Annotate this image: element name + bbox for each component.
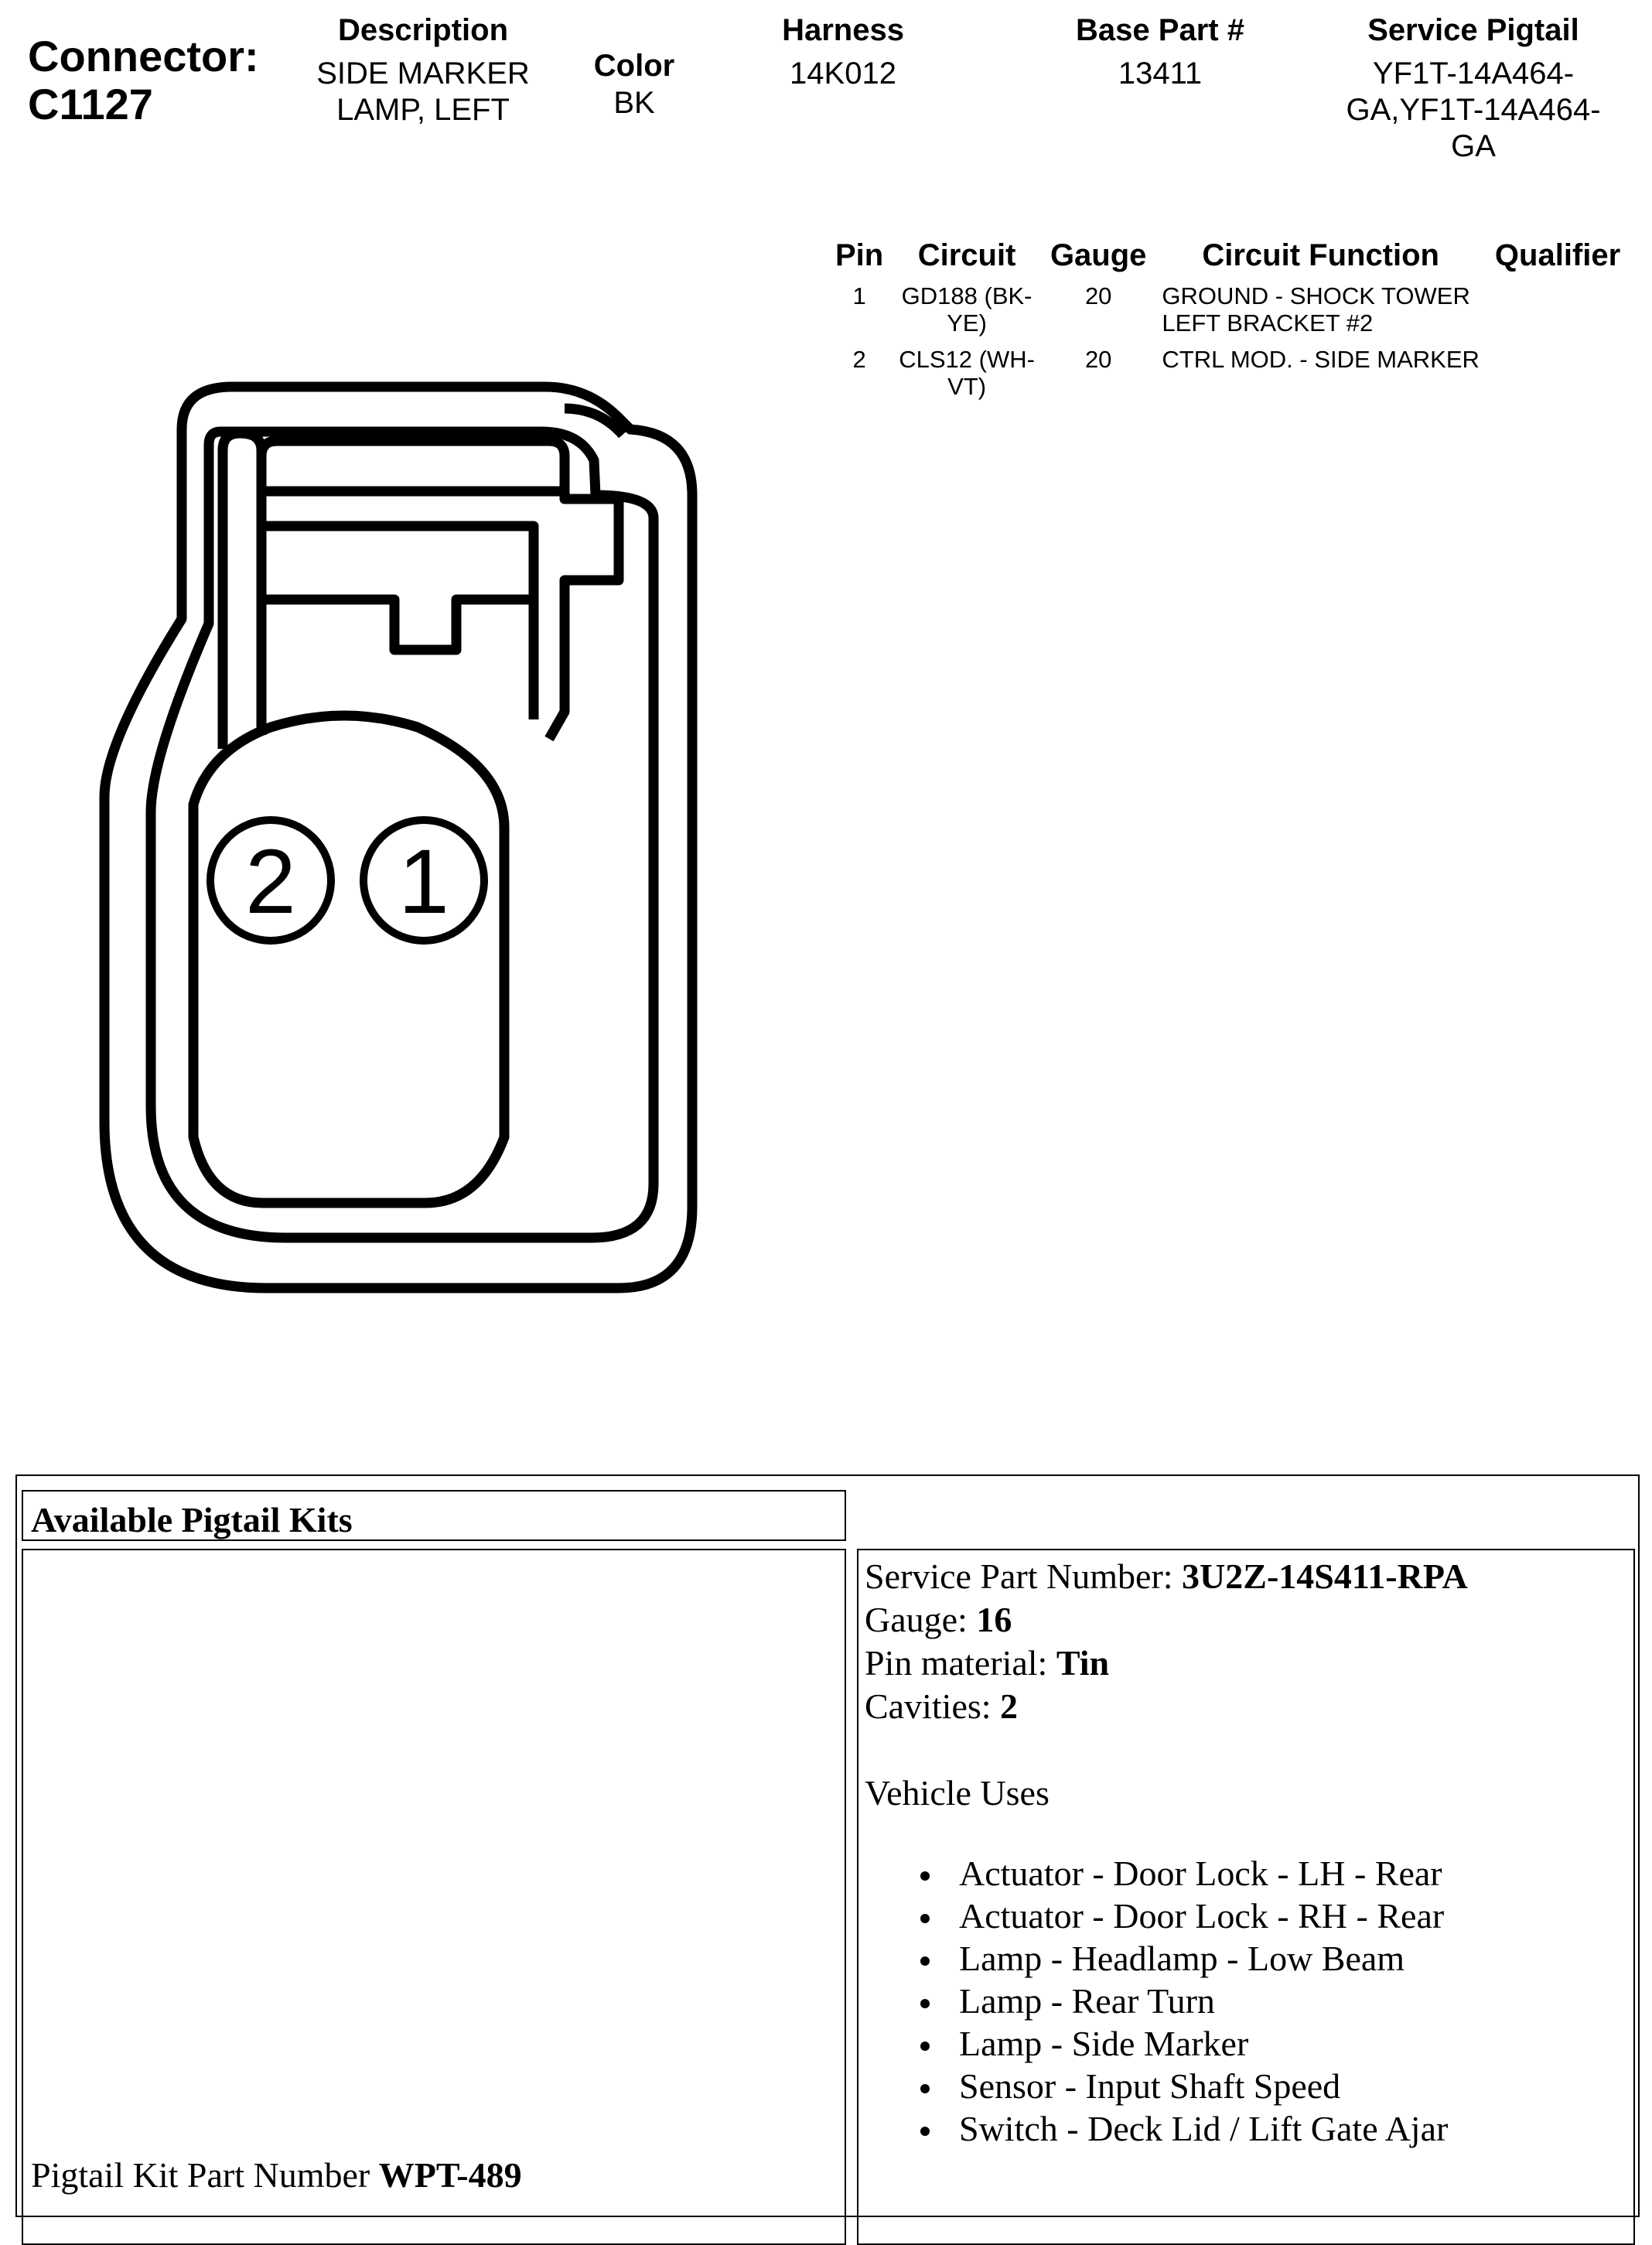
list-item: Lamp - Side Marker [920,2022,1633,2065]
pin-table-header-row [828,238,1628,282]
pin-header: Pin [835,238,884,272]
pigtail-kit-cell [22,1549,846,2245]
gauge-label: Gauge: [865,1600,977,1639]
pin-1-label: 1 [398,831,449,933]
list-item: Actuator - Door Lock - LH - Rear [920,1852,1633,1895]
base-part-column [1036,11,1284,92]
cavities-label: Cavities: [865,1686,1001,1726]
list-item: Sensor - Input Shaft Speed [920,2065,1633,2107]
list-item: Lamp - Rear Turn [920,1980,1633,2022]
gauge-header: Gauge [1050,238,1147,272]
harness-column [742,11,944,92]
kit-part-value: WPT-489 [378,2155,522,2195]
service-pigtail-column [1315,11,1632,165]
list-item: Lamp - Headlamp - Low Beam [920,1937,1633,1980]
table-row [828,346,1628,409]
color-column [572,46,696,121]
gauge-cell: 20 [1084,346,1112,373]
color-value: BK [613,86,655,120]
connector-diagram [77,364,712,1307]
description-line-2: LAMP, LEFT [336,93,510,127]
base-part-value: 13411 [1118,56,1203,91]
circuit-line: CLS12 (WH- [899,346,1035,373]
gauge-cell: 20 [1084,282,1112,309]
qualifier-cell [1487,282,1628,346]
circuit-line: VT) [947,373,987,400]
cavities-line [865,1685,1633,1728]
function-cell [1154,346,1487,409]
pigtail-kits-table [15,1474,1640,2217]
service-part-label: Service Part Number: [865,1556,1183,1596]
circuit-header: Circuit [917,238,1016,272]
cavities-value: 2 [1000,1686,1019,1726]
gauge-line [865,1598,1633,1642]
pin-material-line [865,1642,1633,1685]
service-pigtail-line-1: YF1T-14A464- [1372,56,1575,91]
connector-heading [28,32,259,128]
function-line: CTRL MOD. - SIDE MARKER [1162,346,1480,373]
function-line: GROUND - SHOCK TOWER [1162,282,1470,309]
function-line: LEFT BRACKET #2 [1162,309,1374,337]
pin-material-value: Tin [1056,1643,1110,1683]
connector-label: Connector: [28,32,259,80]
service-part-number [865,1555,1633,1598]
circuit-line: YE) [947,309,987,337]
pin-number: 1 [852,282,866,309]
circuit-line: GD188 (BK- [901,282,1032,309]
vehicle-uses-list [865,1852,1633,2150]
harness-header: Harness [782,13,904,47]
qualifier-header: Qualifier [1494,238,1621,272]
latch-housing [261,441,619,739]
function-cell [1154,282,1487,346]
description-line-1: SIDE MARKER [316,56,530,91]
circuit-function-header: Circuit Function [1202,238,1439,272]
qualifier-cell [1487,346,1628,409]
pin-2-label: 2 [245,831,296,933]
description-column [303,11,543,128]
latch-mid-bar [261,600,534,650]
service-pigtail-header: Service Pigtail [1367,13,1579,47]
harness-value: 14K012 [790,56,896,91]
left-slot [223,433,261,749]
pigtail-kits-title: Available Pigtail Kits [22,1490,846,1541]
pigtail-kit-details [857,1549,1635,2245]
color-header: Color [593,49,675,83]
service-pigtail-line-2: GA,YF1T-14A464- [1346,93,1601,127]
pin-table [828,238,1628,409]
list-item: Switch - Deck Lid / Lift Gate Ajar [920,2107,1633,2150]
base-part-header: Base Part # [1076,13,1244,47]
circuit-cell [891,282,1043,346]
pin-number: 2 [852,346,866,373]
service-part-value: 3U2Z-14S411-RPA [1182,1556,1468,1596]
description-header: Description [337,13,509,47]
circuit-cell [891,346,1043,409]
vehicle-uses-heading: Vehicle Uses [865,1773,1050,1813]
terminal-body [193,716,504,1203]
service-pigtail-line-3: GA [1451,129,1496,163]
connector-id: C1127 [28,80,153,128]
kit-part-label: Pigtail Kit Part Number [31,2155,379,2195]
pin-material-label: Pin material: [865,1643,1056,1683]
table-row [828,282,1628,346]
list-item: Actuator - Door Lock - RH - Rear [920,1895,1633,1937]
pigtail-kit-part-number [31,2154,522,2195]
gauge-value: 16 [976,1600,1012,1639]
